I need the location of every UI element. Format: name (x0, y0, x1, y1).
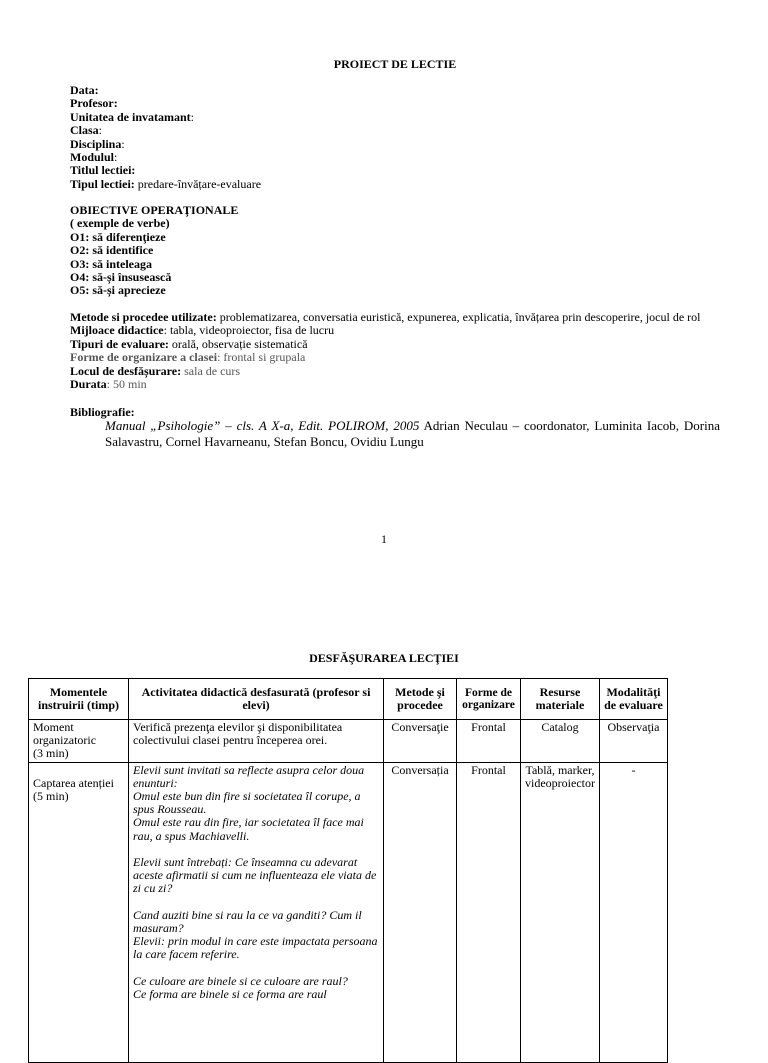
column-header: Metode şi procedee (384, 679, 457, 720)
organization-line: Forme de organizare a clasei: frontal si grupala (70, 350, 306, 365)
evaluation-cell: Observaţia (599, 720, 667, 763)
field-profesor: Profesor: (70, 96, 118, 111)
page-number: 1 (381, 532, 387, 546)
means-line: Mijloace didactice: tabla, videoproiector, fisa de lucru (70, 323, 335, 338)
objectives-note: ( exemple de verbe) (70, 216, 170, 231)
methods-cell: Conversaţie (384, 720, 457, 763)
field-data: Data: (70, 83, 99, 97)
duration-line: Durata: 50 min (70, 376, 147, 391)
bibliography-heading: Bibliografie: (70, 405, 135, 419)
table-row (29, 720, 668, 763)
table-header-row (29, 679, 668, 720)
moment-cell: Moment organizatoric (3 min) (29, 720, 129, 763)
lesson-flow-table (28, 678, 668, 1063)
field-titlul: Titlul lectiei: (70, 163, 136, 178)
lesson-flow-title: DESFĂŞURAREA LECŢIEI (309, 651, 459, 665)
objective-item: O5: să-și aprecieze (70, 283, 166, 298)
forms-cell: Frontal (457, 720, 521, 763)
activity-cell: Verifică prezenţa elevilor şi disponibilitatea colectivului clasei pentru începerea orei. (129, 720, 384, 763)
field-disciplina: Disciplina: (70, 136, 125, 151)
objective-item: O3: să inteleaga (70, 256, 152, 271)
table-row (29, 762, 668, 1062)
activity-cell: Elevii sunt invitati sa reflecte asupra celor doua enunturi: Omul este bun din fire si societatea îl corupe, a spus Rousseau. Omul este rau din fire, iar societatea îl face mai rau, a spus Machiavelli. Elevii sunt întrebați: Ce înseamna cu adevarat aceste afirmatii si cum ne influenteaza ele viata de zi cu zi? Cand auziti bine si rau la ce va ganditi? Cum il masuram? Elevii: prin modul in care este impactata persoana la care facem referire. Ce culoare are binele si ce culoare are raul? Ce forma are binele si ce forma are raul (129, 762, 384, 1062)
field-modulul: Modulul: (70, 149, 118, 164)
page-title: PROIECT DE LECTIE (333, 57, 457, 71)
location-line: Locul de desfășurare: sala de curs (70, 363, 241, 378)
column-header: Activitatea didactică desfasurată (profesor si elevi) (129, 679, 384, 720)
methods-section (70, 311, 720, 391)
objectives-heading: OBIECTIVE OPERAŢIONALE (70, 203, 239, 217)
objective-item: O1: să diferenţieze (70, 229, 166, 244)
evaluation-types-line: Tipuri de evaluare: orală, observație sistematică (70, 336, 308, 351)
objectives-section (70, 204, 720, 298)
forms-cell: Frontal (457, 762, 521, 1062)
column-header: Modalităţi de evaluare (599, 679, 667, 720)
objective-item: O2: să identifice (70, 243, 154, 258)
resources-cell: Catalog (521, 720, 600, 763)
column-header: Momentele instruirii (timp) (29, 679, 129, 720)
resources-cell: Tablă, marker, videoproiector (521, 762, 600, 1062)
field-unitatea: Unitatea de invatamant: (70, 109, 195, 124)
methods-cell: Conversația (384, 762, 457, 1062)
objective-item: O4: să-și însusească (70, 269, 172, 284)
header-fields (70, 84, 720, 191)
methods-line: Metode si procedee utilizate: problematizarea, conversatia euristică, expunerea, explicatia, învățarea prin descoperire, jocul de rol (70, 310, 701, 324)
field-clasa: Clasa: (70, 123, 103, 138)
moment-cell: Captarea atenției (5 min) (29, 762, 129, 1062)
bibliography-entry: Manual „Psihologie” – cls. A X-a, Edit. POLIROM, 2005 Adrian Neculau – coordonator, Luminita Iacob, Dorina Salavastru, Cornel Havarneanu, Stefan Boncu, Ovidiu Lungu (105, 418, 720, 449)
evaluation-cell: - (599, 762, 667, 1062)
column-header: Resurse materiale (521, 679, 600, 720)
field-tipul: Tipul lectiei: predare-învățare-evaluare (70, 176, 262, 191)
column-header: Forme de organizare (457, 679, 521, 720)
